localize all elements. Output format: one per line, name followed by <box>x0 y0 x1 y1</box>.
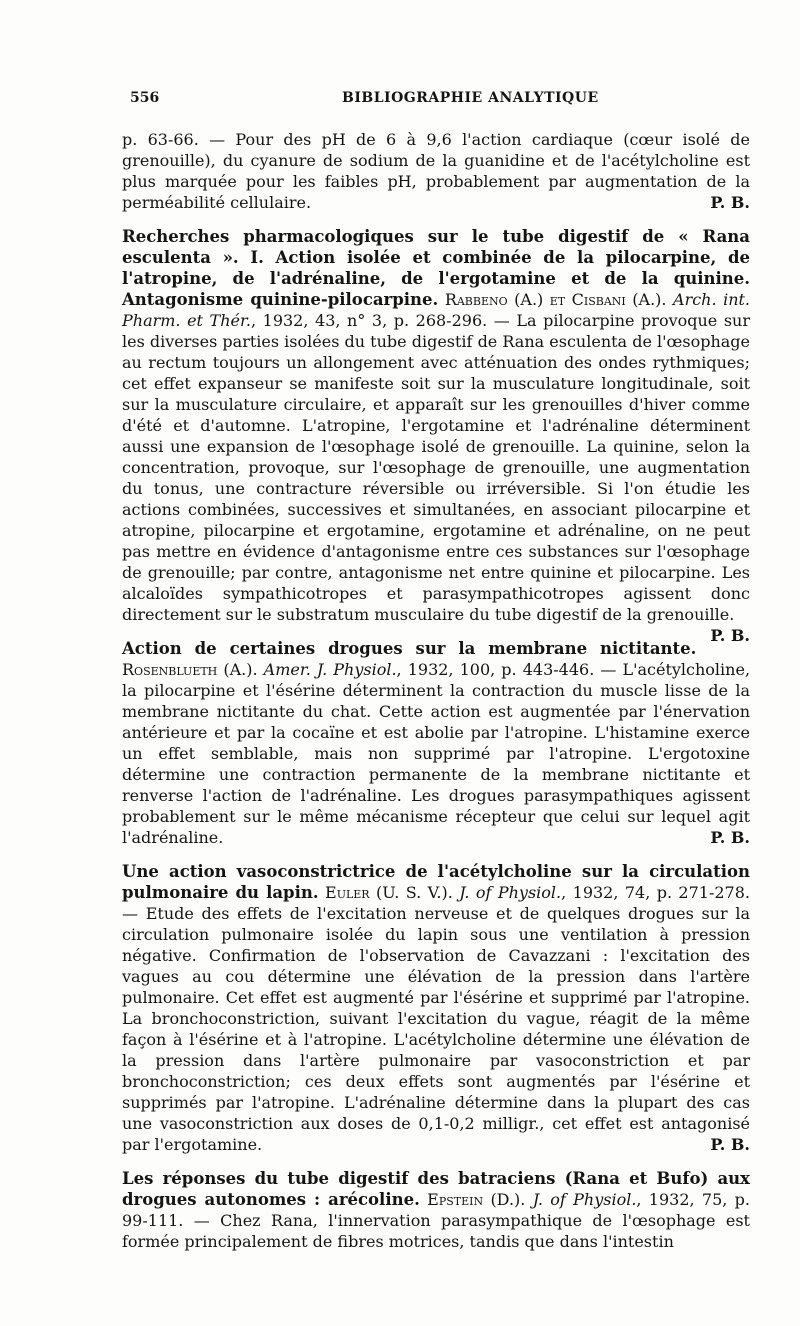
article-citation: , 1932, 74, p. 271-278. — <box>122 883 751 923</box>
article-title: Action de certaines drogues sur la membrane nictitante. <box>122 639 697 658</box>
article-citation: , 1932, 100, p. 443-446. — <box>396 660 617 679</box>
article-journal: Amer. J. Physiol. <box>263 660 397 679</box>
article-authors: Epstein (D.). <box>427 1190 526 1209</box>
article-title: Une action vasoconstrictrice de l'acétylcholine sur la circulation pulmonaire du lapin. <box>122 862 750 902</box>
page-body <box>122 129 750 1252</box>
article-authors: Rosenblueth (A.). <box>122 660 258 679</box>
continuation-text: p. 63-66. — Pour des pH de 6 à 9,6 l'action cardiaque (cœur isolé de grenouille), du cyanure de sodium de la guanidine et de l'acétylcholine est plus marquée pour les faibles pH, probablement par augmentation de la perméabilité cellulaire. <box>122 130 750 212</box>
article-title: Recherches pharmacologiques sur le tube digestif de « Rana esculenta ». I. Action isolée et combinée de la pilocarpine, de l'atropine, de l'adrénaline, de l'ergotamine et de la quinine. Antagonisme quinine-pilocarpine. <box>122 227 750 309</box>
signature: P. B. <box>710 626 750 645</box>
article-body: Etude des effets de l'excitation nerveuse et de quelques drogues sur la circulation pulmonaire isolée du lapin sous une ventilation à pression négative. Confirmation de l'observation de Cavazzani : l'excitation des vagues au cou détermine une élévation de la pression dans l'artère pulmonaire. Cet effet est augmenté par l'ésérine et supprimé par l'atropine. La bronchoconstriction, suivant l'excitation du vague, réagit de la même façon à l'ésérine et à l'atropine. L'acétylcholine détermine une élévation de la pression dans l'artère pulmonaire par vasoconstriction et par bronchoconstriction; ces deux effets sont augmentés par l'ésérine et supprimés par l'atropine. L'adrénaline détermine dans la plupart des cas une vasoconstriction aux doses de 0,1-0,2 milligr., cet effet est antagonisé par l'ergotamine. <box>122 904 751 1154</box>
page-header <box>130 90 770 112</box>
article-rabbeno <box>122 226 751 645</box>
article-body: La pilocarpine provoque sur les diverses parties isolées du tube digestif de Rana esculenta de l'œsophage au rectum toujours un allongement avec atténuation des ondes rythmiques; cet effet expanseur se manifeste soit sur la musculature longitudinale, soit sur la musculature circulaire, et apparaît sur les grenouilles d'hiver comme d'été et d'automne. L'atropine, l'ergotamine et l'adrénaline déterminent aussi une expansion de l'œsophage isolé de grenouille. La quinine, selon la concentration, provoque, sur l'œsophage de grenouille, une augmentation du tonus, une contracture réversible ou irréversible. Si l'on étudie les actions combinées, successives et simultanées, en associant pilocarpine et atropine, pilocarpine et ergotamine, ergotamine et adrénaline, on ne peut pas mettre en évidence d'antagonisme entre ces substances sur l'œsophage de grenouille; par contre, antagonisme net entre quinine et pilocarpine. Les alcaloïdes sympathicotropes et parasympathicotropes agissent donc directement sur le substratum musculaire du tube digestif de la grenouille. <box>122 311 750 624</box>
running-title: BIBLIOGRAPHIE ANALYTIQUE <box>342 90 599 106</box>
article-journal: Arch. int. Pharm. et Thér. <box>122 290 751 330</box>
article-title: Les réponses du tube digestif des batraciens (Rana et Bufo) aux drogues autonomes : arécoline. <box>122 1169 750 1209</box>
article-authors: Euler (U. S. V.). <box>325 883 453 902</box>
continuation-paragraph <box>122 129 750 213</box>
article-citation: , 1932, 43, n° 3, p. 268-296. — <box>250 311 510 330</box>
article-euler <box>122 861 750 1155</box>
article-authors: Rabbeno (A.) et Cisbani (A.). <box>444 290 667 309</box>
article-journal: J. of Physiol. <box>459 883 562 902</box>
signature: P. B. <box>710 828 750 847</box>
article-body: L'acétylcholine, la pilocarpine et l'ésérine déterminent la contraction du muscle lisse de la membrane nictitante du chat. Cette action est augmentée par l'énervation antérieure et par la cocaïne et est abolie par l'atropine. L'histamine exerce un effet semblable, mais non supprimé par l'atropine. L'ergotoxine détermine une contraction permanente de la membrane nictitante et renverse l'action de l'adrénaline. Les drogues parasympathiques agissent probablement sur le même mécanisme récepteur que celui sur lequel agit l'adrénaline. <box>122 660 751 847</box>
article-journal: J. of Physiol. <box>532 1190 637 1209</box>
signature: P. B. <box>710 1135 750 1154</box>
page-number: 556 <box>130 90 160 106</box>
article-body: Chez Rana, l'innervation parasympathique de l'œsophage est formée principalement de fibres motrices, tandis que dans l'intestin <box>122 1211 750 1251</box>
signature: P. B. <box>710 193 750 212</box>
article-epstein <box>122 1168 750 1252</box>
article-citation: , 1932, 75, p. 99-111. — <box>122 1190 751 1230</box>
article-rosenblueth <box>122 638 750 848</box>
